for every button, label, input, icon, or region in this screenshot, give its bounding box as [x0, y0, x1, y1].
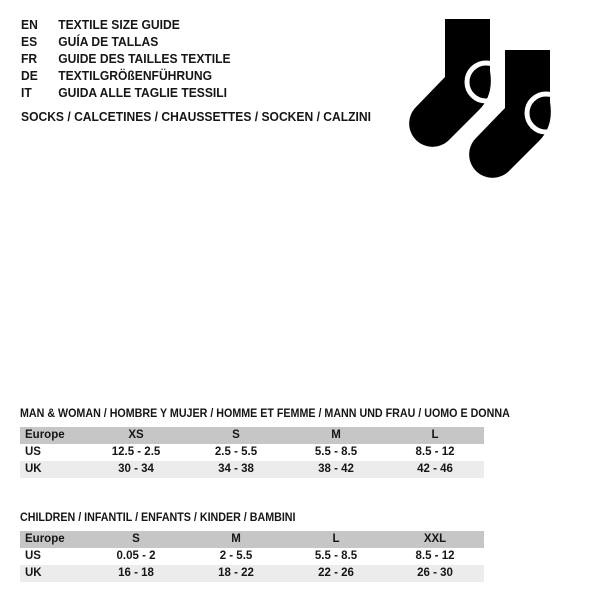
- size-cell: 42 - 46: [417, 463, 453, 475]
- table-row: [20, 444, 484, 461]
- language-row: [21, 50, 231, 67]
- column-header: M: [231, 533, 241, 545]
- table-header-row: [20, 427, 484, 444]
- column-header: M: [331, 429, 341, 441]
- table-row: [20, 461, 484, 478]
- row-label: UK: [25, 567, 42, 579]
- size-cell: 26 - 30: [417, 567, 453, 579]
- row-label: UK: [25, 463, 42, 475]
- size-cell: 16 - 18: [118, 567, 154, 579]
- column-header: XXL: [423, 533, 447, 545]
- language-label: GUÍA DE TALLAS: [58, 34, 159, 49]
- language-row: [21, 16, 231, 33]
- table-title: MAN & WOMAN / HOMBRE Y MUJER / HOMME ET FEMME / MANN UND FRAU / UOMO E DONNA: [20, 408, 510, 420]
- size-cell: 5.5 - 8.5: [314, 550, 358, 562]
- size-cell: 12.5 - 2.5: [111, 446, 161, 458]
- size-cell: 38 - 42: [318, 463, 354, 475]
- table-row: [20, 565, 484, 582]
- language-code: EN: [21, 17, 38, 32]
- column-header: XS: [128, 429, 144, 441]
- socks-icon-group: [409, 19, 565, 178]
- size-cell: 34 - 38: [218, 463, 254, 475]
- column-header: L: [332, 533, 340, 545]
- size-table-children: [20, 511, 484, 582]
- size-cell: 8.5 - 12: [415, 550, 455, 562]
- language-label: GUIDE DES TAILLES TEXTILE: [58, 51, 231, 66]
- size-cell: 8.5 - 12: [415, 446, 455, 458]
- column-header: S: [232, 429, 240, 441]
- language-label: TEXTILE SIZE GUIDE: [58, 17, 180, 32]
- row-label: US: [25, 446, 41, 458]
- column-header: L: [431, 429, 439, 441]
- size-table: [20, 427, 484, 478]
- size-cell: 22 - 26: [318, 567, 354, 579]
- column-header: S: [132, 533, 140, 545]
- language-code: IT: [21, 85, 32, 100]
- column-header: Europe: [25, 533, 65, 545]
- size-cell: 0.05 - 2: [116, 550, 156, 562]
- language-label: GUIDA ALLE TAGLIE TESSILI: [58, 85, 228, 100]
- language-row: [21, 33, 231, 50]
- size-table-adults: [20, 407, 510, 478]
- sock-back-shape: [409, 19, 491, 147]
- language-row: [21, 67, 231, 84]
- language-row: [21, 84, 231, 101]
- table-row: [20, 548, 484, 565]
- size-cell: 30 - 34: [118, 463, 154, 475]
- size-cell: 18 - 22: [218, 567, 254, 579]
- language-code: ES: [21, 34, 38, 49]
- size-cell: 5.5 - 8.5: [314, 446, 358, 458]
- language-code: FR: [21, 51, 38, 66]
- size-cell: 2.5 - 5.5: [214, 446, 258, 458]
- language-code: DE: [21, 68, 38, 83]
- category-line: SOCKS / CALCETINES / CHAUSSETTES / SOCKEN / CALZINI: [21, 109, 371, 124]
- language-label: TEXTILGRÖßENFÜHRUNG: [58, 68, 213, 83]
- row-label: US: [25, 550, 41, 562]
- size-cell: 2 - 5.5: [219, 550, 253, 562]
- table-title: CHILDREN / INFANTIL / ENFANTS / KINDER / BAMBINI: [20, 512, 296, 524]
- language-list: [21, 16, 246, 101]
- size-table: [20, 531, 484, 582]
- table-header-row: [20, 531, 484, 548]
- column-header: Europe: [25, 429, 65, 441]
- socks-icon: [400, 0, 600, 190]
